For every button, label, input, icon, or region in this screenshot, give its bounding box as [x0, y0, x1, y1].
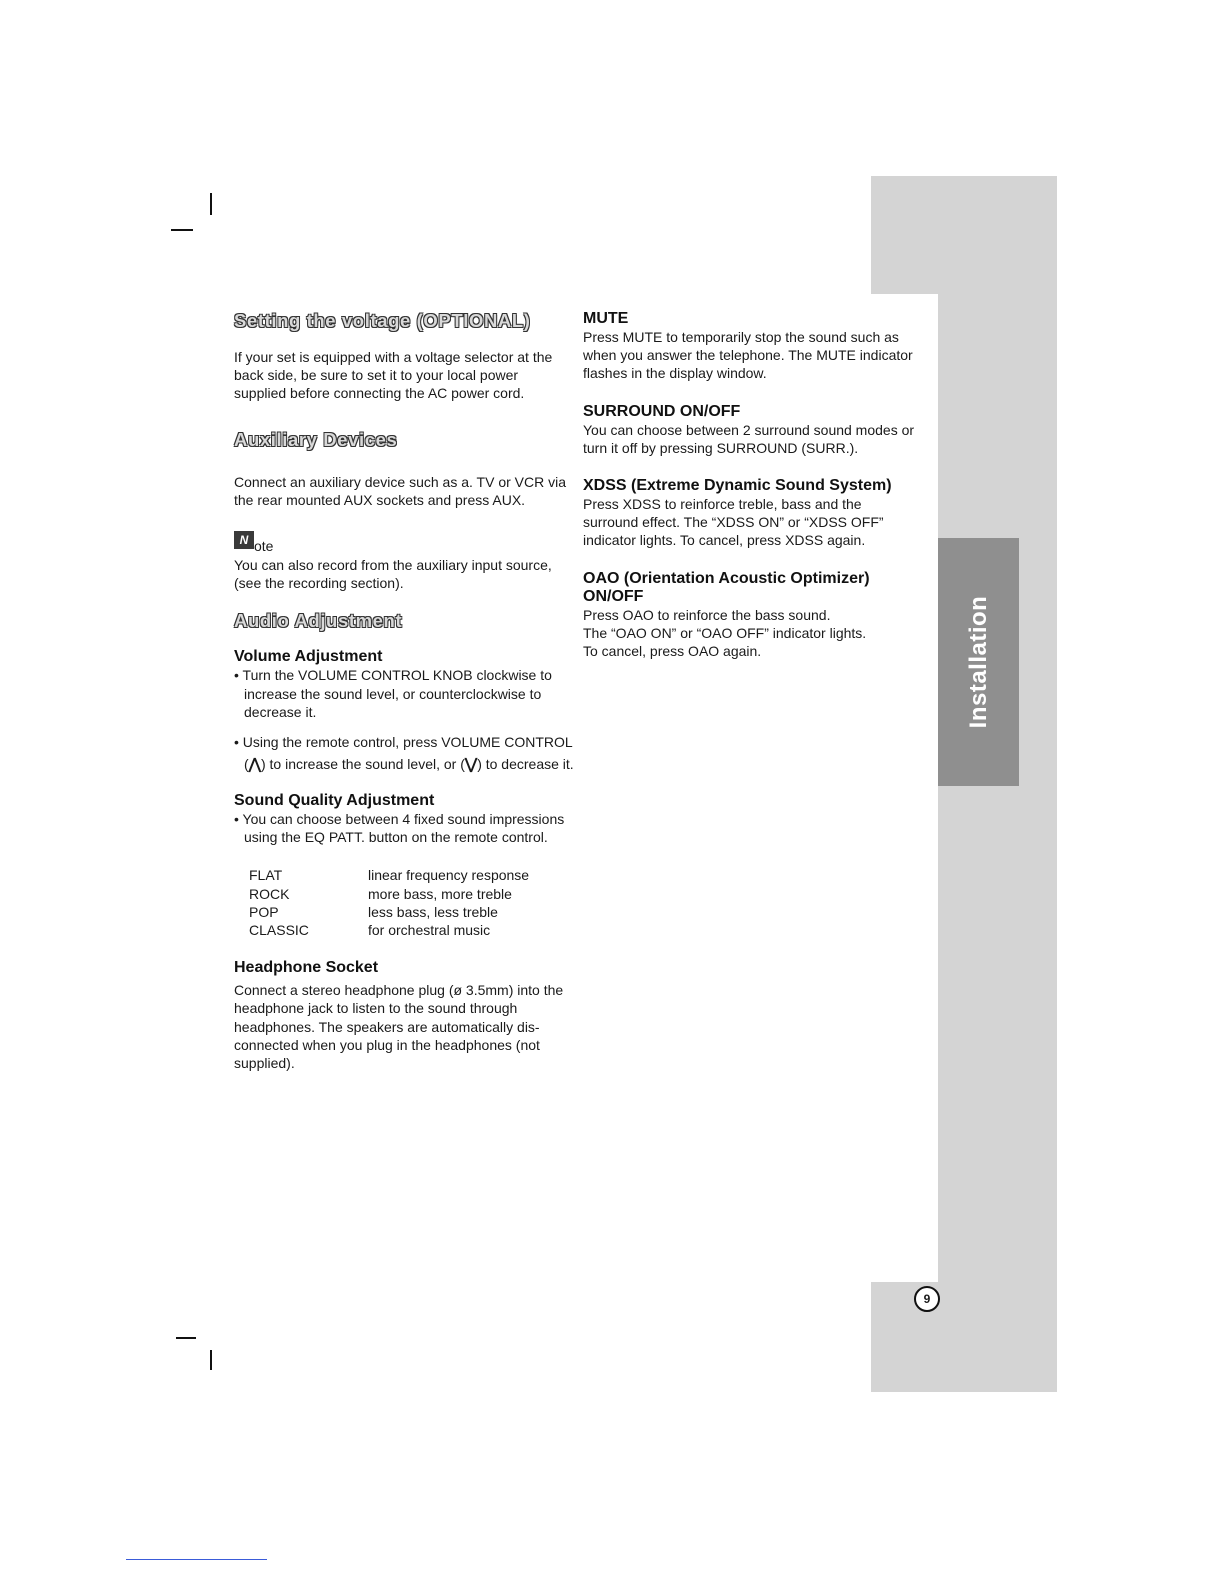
left-column: [234, 310, 574, 1072]
note-body: You can also record from the auxiliary input source, (see the recording section).: [234, 557, 552, 592]
volume-bullet-2: [234, 731, 574, 776]
side-band: [871, 1282, 1057, 1392]
divider: [126, 1559, 267, 1560]
eq-mode-name: CLASSIC: [249, 922, 309, 939]
table-row: [249, 885, 529, 903]
audio-title: Audio Adjustment: [234, 610, 403, 632]
eq-mode-name: POP: [249, 903, 279, 920]
table-row: [249, 866, 529, 884]
volume-bullet-1: • Turn the VOLUME CONTROL KNOB clockwise to increase the sound level, or counterclockwise to decrease it.: [234, 667, 552, 720]
volume-bullet-2-mid: ) to increase the sound level, or (: [260, 756, 465, 773]
crop-mark: [171, 229, 193, 231]
table-row: [249, 903, 529, 921]
headphone-title: Headphone Socket: [234, 959, 379, 977]
section-tab-label: Installation: [964, 595, 992, 729]
eq-mode-name: ROCK: [249, 885, 290, 902]
page-number: 9: [914, 1286, 940, 1312]
eq-mode-desc: linear frequency response: [368, 867, 530, 884]
surround-title: SURROUND ON/OFF: [583, 402, 741, 420]
table-row: [249, 921, 529, 939]
eq-mode-desc: more bass, more treble: [368, 885, 512, 902]
headphone-body: Connect a stereo headphone plug (ø 3.5mm) into the headphone jack to listen to the sound through headphones. The speakers are automatically dis-connected when you plug in the headphones (not supplied).: [234, 982, 564, 1072]
sound-quality-body: • You can choose between 4 fixed sound impressions using the EQ PATT. button on the remote control.: [234, 811, 565, 846]
right-column: [583, 310, 918, 660]
sound-quality-title: Sound Quality Adjustment: [234, 792, 435, 810]
crop-mark: [176, 1337, 196, 1339]
note: [234, 531, 574, 556]
volume-title: Volume Adjustment: [234, 648, 383, 666]
voltage-body: If your set is equipped with a voltage selector at the back side, be sure to set it to your local power supplied before connecting the AC power cord.: [234, 349, 553, 402]
chevron-up-icon: ⋀: [248, 756, 261, 774]
eq-mode-desc: less bass, less treble: [368, 903, 498, 920]
volume-bullet-2-pre: • Using the remote control, press VOLUME CONTROL (: [234, 734, 573, 773]
aux-body: Connect an auxiliary device such as a. TV or VCR via the rear mounted AUX sockets and press AUX.: [234, 473, 567, 508]
xdss-body: Press XDSS to reinforce treble, bass and the surround effect. The “XDSS ON” or “XDSS OFF” indicator lights. To cancel, press XDSS again.: [583, 496, 884, 549]
side-band: [938, 294, 1057, 1284]
mute-title: MUTE: [583, 310, 629, 327]
mute-body: Press MUTE to temporarily stop the sound such as when you answer the telephone. The MUTE indicator flashes in the display window.: [583, 329, 913, 382]
chevron-down-icon: ⋁: [464, 756, 478, 774]
xdss-title: XDSS (Extreme Dynamic Sound System): [583, 477, 892, 495]
eq-mode-name: FLAT: [249, 867, 283, 884]
note-icon: N: [234, 531, 254, 549]
oao-line-3: To cancel, press OAO again.: [583, 643, 762, 660]
note-label: ote: [254, 538, 274, 555]
crop-mark: [210, 193, 212, 215]
volume-bullet-2-post: ) to decrease it.: [477, 756, 574, 773]
voltage-title: Setting the voltage (OPTIONAL): [234, 310, 531, 331]
eq-mode-desc: for orchestral music: [368, 922, 491, 939]
eq-table: [249, 866, 529, 939]
surround-body: You can choose between 2 surround sound modes or turn it off by pressing SURROUND (SURR.).: [583, 421, 915, 456]
oao-line-1: Press OAO to reinforce the bass sound.: [583, 606, 831, 623]
aux-title: Auxiliary Devices: [234, 428, 398, 450]
crop-mark: [210, 1350, 212, 1370]
oao-title-line2: ON/OFF: [583, 587, 644, 605]
oao-line-2: The “OAO ON” or “OAO OFF” indicator lights.: [583, 624, 867, 641]
section-tab: [938, 538, 1019, 786]
side-band: [871, 176, 1057, 294]
oao-title: OAO (Orientation Acoustic Optimizer): [583, 569, 870, 587]
